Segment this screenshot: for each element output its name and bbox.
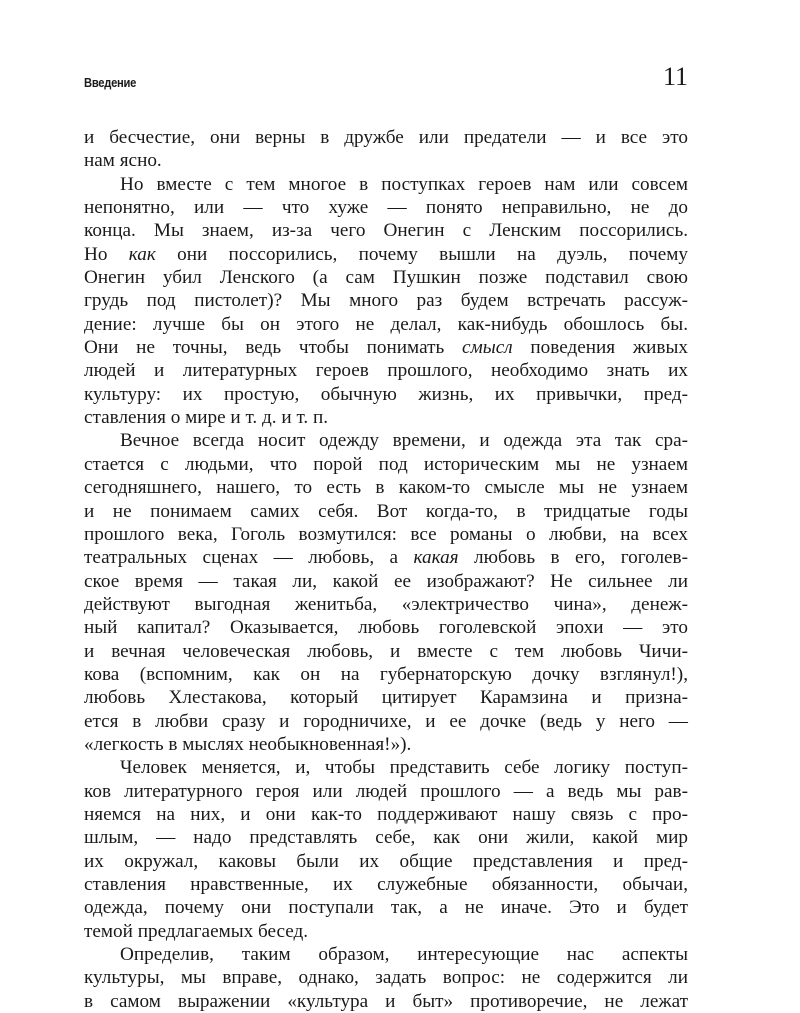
text-line: темой предлагаемых бесед. <box>84 920 309 942</box>
text-line: непонятно, или — что хуже — понято неправильно, не до <box>84 197 688 219</box>
text-line: кова (вспомним, как он на губернаторскую дочку взглянул!), <box>84 663 688 685</box>
running-head: Введение <box>84 75 137 90</box>
text-line <box>84 336 688 359</box>
text-line: ставления нравственные, их служебные обязанности, обычаи, <box>84 874 688 895</box>
text-line: ный капитал? Оказывается, любовь гоголевской эпохи — это <box>84 617 688 639</box>
text-fragment: любовь в его, гоголев- <box>458 547 688 569</box>
text-fragment: поведения живых <box>512 337 688 359</box>
text-line: людей и литературных героев прошлого, необходимо знать их <box>84 360 688 382</box>
text-line: культуру: их простую, обычную жизнь, их привычки, пред- <box>84 383 688 405</box>
text-line: ется в любви сразу и городничихе, и ее дочке (ведь у него — <box>84 710 688 732</box>
text-fragment: театральных сценах — любовь, а <box>84 547 414 569</box>
text-line: няемся на них, и они как-то поддерживают нашу связь с про- <box>84 803 688 825</box>
text-line: Но вместе с тем многое в поступках героев нам или совсем <box>120 173 688 195</box>
text-line: любовь Хлестакова, который цитирует Карамзина и призна- <box>84 687 688 709</box>
text-line: дение: лучше бы он этого не делал, как-нибудь обошлось бы. <box>84 313 688 335</box>
text-line: грудь под пистолет)? Мы много раз будем встречать рассуж- <box>84 290 688 312</box>
text-line: действуют выгодная женитьба, «электричество чина», денеж- <box>84 593 688 615</box>
text-line: их окружал, каковы были их общие представления и пред- <box>84 850 688 872</box>
text-line: и вечная человеческая любовь, и вместе с тем любовь Чичи- <box>84 640 688 662</box>
text-line: «легкость в мыслях необыкновенная!»). <box>84 733 412 755</box>
text-line: в самом выражении «культура и быт» противоречие, не лежат <box>84 990 688 1012</box>
text-line: сегодняшнего, нашего, то есть в каком-то смысле мы не узнаем <box>84 477 688 499</box>
text-line: Вечное всегда носит одежду времени, и одежда эта так сра- <box>120 430 688 452</box>
text-fragment: они поссорились, почему вышли на дуэль, почему <box>155 243 689 265</box>
text-line: шлым, — надо представлять себе, как они жили, какой мир <box>84 827 688 849</box>
text-line: и бесчестие, они верны в дружбе или предатели — и все это <box>84 127 688 148</box>
text-line: и не понимаем самих себя. Вот когда-то, в тридцатые годы <box>84 500 688 522</box>
text-line: Человек меняется, и, чтобы представить себе логику поступ- <box>120 757 688 779</box>
body-text <box>84 126 688 1013</box>
emphasis: как <box>128 243 156 265</box>
text-line: Определив, таким образом, интересующие нас аспекты <box>120 944 688 966</box>
text-line: культуры, мы вправе, однако, задать вопрос: не содержится ли <box>84 967 688 989</box>
text-line: стается с людьми, что порой под историческим мы не узнаем <box>84 453 688 475</box>
text-fragment: Они не точны, ведь чтобы понимать <box>84 337 462 359</box>
text-line: ское время — такая ли, какой ее изображают? Не сильнее ли <box>84 570 688 592</box>
text-line: Онегин убил Ленского (а сам Пушкин позже подставил свою <box>84 267 688 289</box>
text-fragment: Но <box>84 243 129 265</box>
text-line <box>84 546 688 569</box>
text-line: ставления о мире и т. д. и т. п. <box>84 407 329 429</box>
text-line: ков литературного героя или людей прошлого — а ведь мы рав- <box>84 780 688 802</box>
emphasis: какая <box>413 547 459 569</box>
text-line: конца. Мы знаем, из-за чего Онегин с Ленским поссорились. <box>84 220 688 242</box>
page-number: 11 <box>662 62 688 91</box>
text-line: прошлого века, Гоголь возмутился: все романы о любви, на всех <box>84 523 688 545</box>
text-line: нам ясно. <box>84 150 162 172</box>
emphasis: смысл <box>462 337 513 359</box>
text-line <box>84 243 688 266</box>
text-line: одежда, почему они поступали так, а не иначе. Это и будет <box>84 897 688 919</box>
